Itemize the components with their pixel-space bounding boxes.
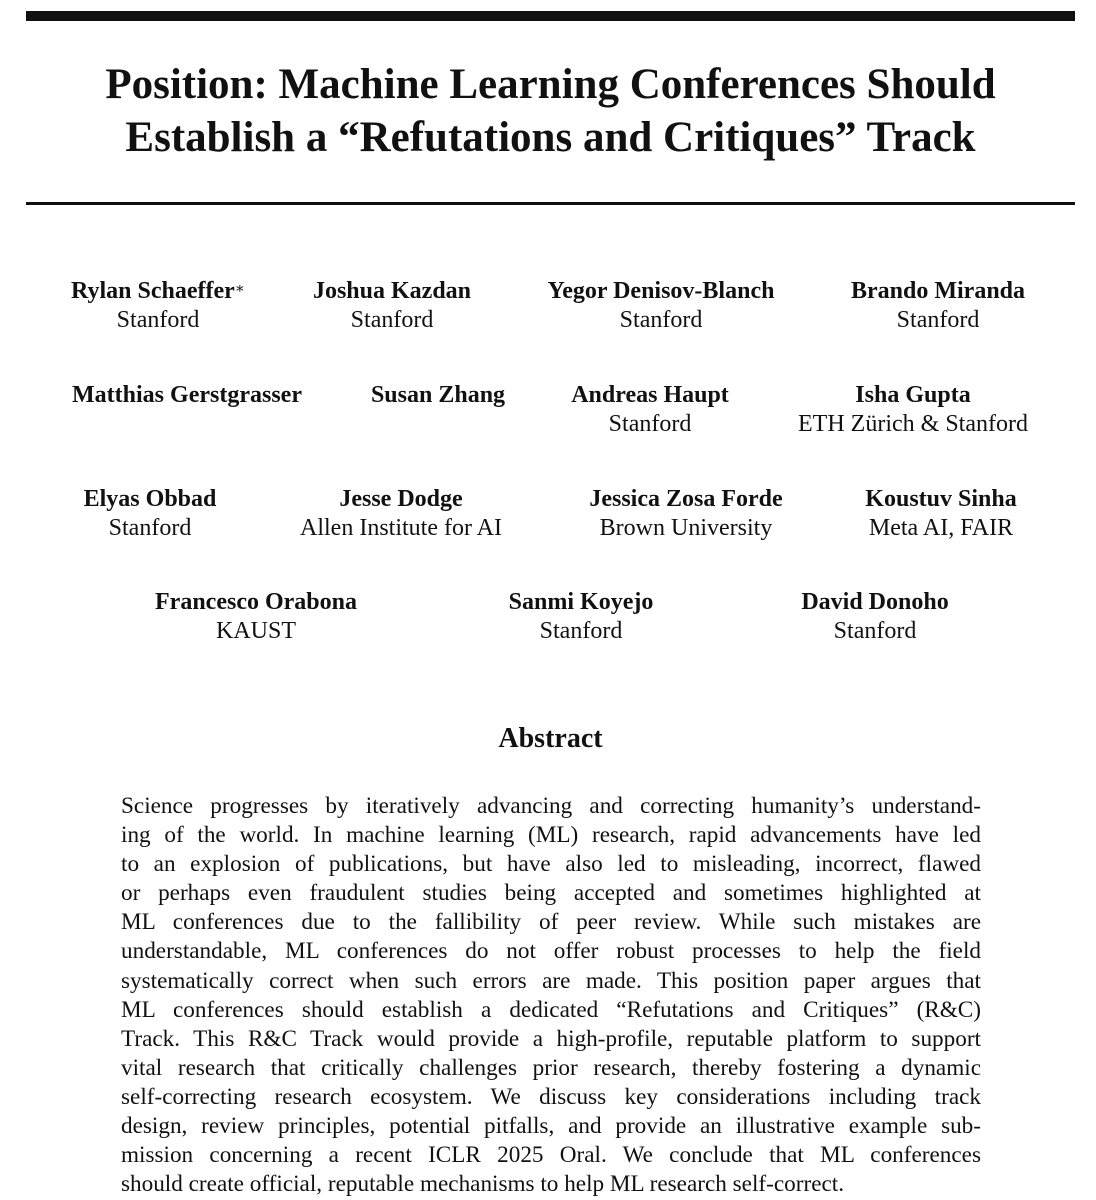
abstract-line: ML conferences should establish a dedicated “Refutations and Critiques” (R&C) (121, 996, 981, 1023)
author-name: Sanmi Koyejo (508, 589, 654, 615)
abstract-line: vital research that critically challenges prior research, thereby fostering a dynamic (121, 1054, 981, 1081)
author-block (300, 485, 502, 543)
author-block (72, 381, 302, 410)
author-name: Rylan Schaeffer∗ (71, 278, 245, 304)
author-affiliation: Allen Institute for AI (300, 515, 502, 541)
author-block (509, 588, 654, 646)
author-affiliation: Stanford (539, 618, 623, 644)
abstract-line: self-correcting research ecosystem. We discuss key considerations including track (121, 1083, 981, 1110)
author-name: Brando Miranda (850, 278, 1026, 304)
corresponding-author-mark: ∗ (234, 281, 245, 297)
author-affiliation: Stanford (896, 307, 980, 333)
author-block (865, 485, 1016, 543)
author-affiliation: Stanford (350, 307, 434, 333)
author-affiliation: Stanford (608, 411, 692, 437)
abstract-line: mission concerning a recent ICLR 2025 Oral. We conclude that ML conferences (121, 1142, 981, 1169)
author-block (798, 381, 1028, 439)
abstract-line: design, review principles, potential pitfalls, and provide an illustrative example sub- (121, 1113, 981, 1140)
paper-title (26, 58, 1075, 164)
author-block (371, 381, 505, 410)
author-block (313, 277, 471, 335)
author-name: Elyas Obbad (83, 486, 217, 512)
author-name: David Donoho (801, 589, 949, 615)
author-name: Francesco Orabona (155, 589, 357, 615)
author-name: Jessica Zosa Forde (589, 486, 783, 512)
title-line: Position: Machine Learning Conferences Should (105, 61, 996, 108)
author-block (548, 277, 775, 335)
author-affiliation: Stanford (108, 515, 192, 541)
abstract-line: Science progresses by iteratively advancing and correcting humanity’s understand- (121, 793, 981, 819)
author-block (155, 588, 357, 646)
author-name: Isha Gupta (855, 382, 971, 408)
abstract-line: systematically correct when such errors are made. This position paper argues that (121, 967, 981, 994)
author-name: Andreas Haupt (571, 382, 729, 408)
author-block (84, 485, 217, 543)
abstract-text (121, 792, 981, 1199)
author-affiliation: Stanford (833, 618, 917, 644)
abstract-line: ing of the world. In machine learning (ML) research, rapid advancements have led (121, 822, 981, 849)
abstract-line: understandable, ML conferences do not offer robust processes to help the field (121, 938, 981, 965)
author-name: Koustuv Sinha (865, 486, 1017, 512)
author-name: Yegor Denisov-Blanch (547, 278, 775, 304)
abstract-line: Track. This R&C Track would provide a high-profile, reputable platform to support (121, 1025, 981, 1052)
author-block (801, 588, 948, 646)
author-block (571, 381, 729, 439)
abstract-line: should create official, reputable mechanisms to help ML research self-correct. (121, 1171, 845, 1198)
author-name: Matthias Gerstgrasser (72, 382, 302, 408)
author-name: Joshua Kazdan (312, 278, 472, 304)
top-rule (26, 11, 1075, 21)
author-name: Susan Zhang (370, 382, 506, 408)
author-block (589, 485, 782, 543)
author-name: Jesse Dodge (339, 486, 463, 512)
author-affiliation: Meta AI, FAIR (868, 515, 1014, 541)
abstract-line: to an explosion of publications, but have also led to misleading, incorrect, flawed (121, 851, 981, 878)
author-block (851, 277, 1025, 335)
author-affiliation: KAUST (215, 618, 297, 644)
abstract-line: ML conferences due to the fallibility of peer review. While such mistakes are (121, 909, 981, 936)
author-affiliation: ETH Zürich & Stanford (798, 411, 1028, 437)
title-bottom-rule (26, 202, 1075, 205)
author-affiliation: Stanford (116, 307, 200, 333)
abstract-heading: Abstract (498, 723, 603, 754)
title-line: Establish a “Refutations and Critiques” Track (125, 114, 976, 161)
author-block (71, 277, 245, 335)
abstract-line: or perhaps even fraudulent studies being accepted and sometimes highlighted at (121, 880, 981, 907)
author-affiliation: Stanford (619, 307, 703, 333)
author-affiliation: Brown University (599, 515, 773, 541)
